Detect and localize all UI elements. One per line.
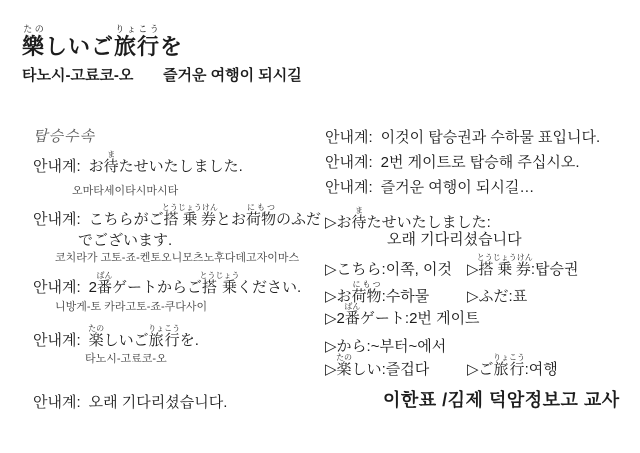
vocab-entry: ▷2番ばんゲート:2번 게이트 xyxy=(325,302,480,327)
vocab-entry: ▷お荷物にもつ:수하물 xyxy=(325,280,430,305)
speaker-label: 안내계: xyxy=(33,279,81,296)
translation-text: 2번 게이트로 탑승해 주십시오. xyxy=(380,154,580,171)
dialogue-line xyxy=(33,150,243,176)
vocab-entry: ▷搭乗券とうじょうけん:탑승권 xyxy=(467,253,579,278)
vocab-row xyxy=(325,206,491,231)
speaker-label: 안내계: xyxy=(325,179,373,196)
translation-line xyxy=(325,129,600,146)
dialogue-japanese: お待またせいたしました. xyxy=(88,150,243,175)
dialogue-japanese: こちらがご搭乗券とうじょうけんとお荷物にもつのふだ xyxy=(88,203,322,228)
speaker-label: 안내계: xyxy=(33,211,81,228)
dialogue-japanese-continued: でございます. xyxy=(78,232,173,249)
page-title xyxy=(22,24,183,59)
dialogue-line xyxy=(33,324,199,350)
dialogue-japanese: 2番ばんゲートからご搭乗とうじょうください. xyxy=(88,271,302,296)
dialogue-line xyxy=(33,203,321,229)
dialogue-pronunciation: 타노시-고료코-오 xyxy=(85,353,167,365)
dialogue-pronunciation: 니방게-토 카라고토-죠-쿠다사이 xyxy=(55,301,208,313)
dialogue-japanese: 楽たのしいご旅行りょこうを. xyxy=(88,324,199,349)
speaker-label: 안내계: xyxy=(33,158,81,175)
author-credit: 이한표 /김제 덕암정보고 교사 xyxy=(383,390,620,410)
title-translation: 즐거운 여행이 되시길 xyxy=(163,67,302,84)
title-romanization: 타노시-고료코-오 xyxy=(22,67,134,84)
speaker-label: 안내계: xyxy=(325,154,373,171)
dialogue-line xyxy=(33,271,301,297)
translation-text: 이것이 탑승권과 수하물 표입니다. xyxy=(380,129,601,146)
vocab-entry-meaning: 오래 기다리셨습니다 xyxy=(387,231,522,248)
vocab-row xyxy=(325,253,579,278)
dialogue-pronunciation: 오마타세이타시마시타 xyxy=(72,185,179,197)
translation-line xyxy=(325,154,580,171)
vocab-entry: ▷楽たのしい:즐겁다 xyxy=(325,353,430,378)
page-title-text: 樂たのしいご旅行りょこうを xyxy=(22,24,184,59)
vocab-entry: ▷こちら:이쪽, 이것 xyxy=(325,261,452,278)
dialogue-pronunciation: 코치라가 고토-죠-켄토오니모츠노후다데고자이마스 xyxy=(55,252,300,264)
dialogue-line xyxy=(33,394,227,412)
vocab-entry: ▷お待またせいたしました: xyxy=(325,206,491,231)
vocab-row xyxy=(325,302,480,327)
vocab-entry: ▷から:~부터~에서 xyxy=(325,338,447,355)
speaker-label: 안내계: xyxy=(33,332,81,349)
speaker-label: 안내계: xyxy=(325,129,373,146)
translation-line xyxy=(325,179,534,196)
section-heading: 탑승수속 xyxy=(33,128,95,145)
vocab-row xyxy=(325,353,558,378)
translation-text: 즐거운 여행이 되시길… xyxy=(380,179,535,196)
dialogue-korean: 오래 기다리셨습니다. xyxy=(88,394,228,411)
vocab-entry: ▷ご旅行りょこう:여행 xyxy=(467,353,558,378)
speaker-label: 안내계: xyxy=(33,394,81,411)
vocab-entry: ▷ふだ:표 xyxy=(467,288,528,305)
